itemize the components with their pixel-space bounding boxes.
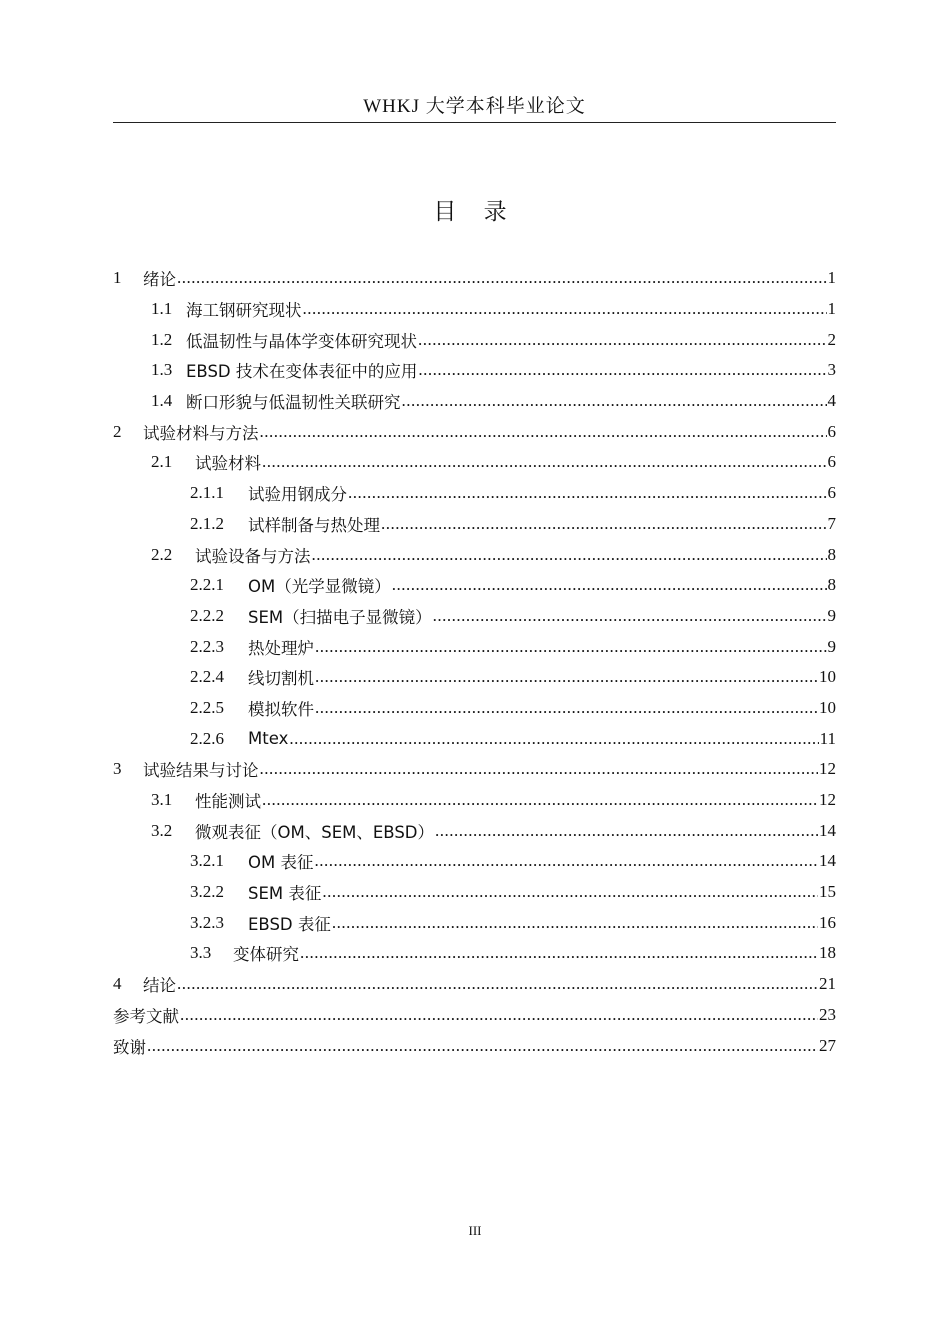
toc-entry-page: 4 [827,391,836,411]
toc-dot-leader [418,355,826,385]
toc-entry-number: 3.1 [151,790,173,810]
header-text: WHKJ 大学本科毕业论文 [363,96,586,117]
toc-entry-number: 2.2.2 [190,605,224,625]
toc-dot-leader [392,570,827,600]
toc-dot-leader [418,325,827,355]
toc-entry-page: 9 [827,605,836,625]
toc-entry-number: 1.3 [151,360,173,380]
toc-entry-number: 2.1.1 [190,483,224,503]
toc-entry-title: 试验材料与方法 [143,423,259,443]
toc-entry-page: 27 [819,1035,836,1055]
toc-dot-leader [147,1031,818,1061]
toc-entry-page: 1 [827,268,836,288]
toc-entry-page: 23 [819,1004,836,1024]
toc-entry-page: 21 [819,974,836,994]
toc-entry-page: 15 [819,882,836,902]
toc-entry-title: 试验设备与方法 [195,546,311,566]
toc-entry-page: 14 [819,820,836,840]
toc-entry-title: 参考文献 [113,1006,179,1026]
toc-dot-leader [177,969,818,999]
toc-dot-leader [381,509,827,539]
toc-entry-number: 3.2.1 [190,851,224,871]
toc-entry-title: EBSD 技术在变体表征中的应用 [186,362,418,382]
toc-entry[interactable] [113,509,836,540]
toc-entry[interactable] [113,416,836,447]
toc-entry-title: 试验结果与讨论 [143,761,259,781]
toc-entry-page: 7 [827,513,836,533]
toc-dot-leader [315,632,827,662]
toc-dot-leader [300,938,818,968]
toc-entry[interactable] [113,263,836,294]
toc-entry[interactable] [113,478,836,509]
toc-entry-title: 模拟软件 [248,699,314,719]
page-header [113,94,836,123]
toc-dot-leader [303,294,827,324]
toc-entry-number: 3.3 [190,943,212,963]
toc-entry-page: 11 [819,728,836,748]
toc-dot-leader [315,662,818,692]
toc-entry-page: 2 [827,329,836,349]
toc-entry[interactable] [113,877,836,908]
toc-entry-number: 3.2 [151,820,173,840]
toc-entry-number: 4 [113,974,122,994]
toc-entry-title: 低温韧性与晶体学变体研究现状 [186,331,417,351]
toc-entry-number: 2.2.4 [190,667,224,687]
toc-entry[interactable] [113,754,836,785]
table-of-contents [113,263,836,1061]
toc-entry-page: 8 [827,575,836,595]
toc-entry[interactable] [113,324,836,355]
toc-entry-number: 2.2.5 [190,697,224,717]
toc-entry-title: SEM 表征 [248,884,322,904]
toc-entry-title: Mtex [248,729,289,749]
toc-entry[interactable] [113,969,836,1000]
toc-entry-number: 2.2.1 [190,575,224,595]
toc-entry-page: 12 [819,759,836,779]
toc-entry-title: 断口形貌与低温韧性关联研究 [186,393,401,413]
toc-entry-title: 试验材料 [195,454,261,474]
toc-entry[interactable] [113,631,836,662]
toc-entry[interactable] [113,355,836,386]
toc-entry-page: 9 [827,636,836,656]
toc-dot-leader [314,846,818,876]
toc-entry-number: 3.2.3 [190,912,224,932]
toc-entry-number: 2.2.3 [190,636,224,656]
toc-entry-title: 线切割机 [248,669,314,689]
toc-entry-number: 2.2.6 [190,728,224,748]
toc-entry-title: 结论 [143,976,176,996]
toc-entry-page: 1 [827,299,836,319]
toc-entry-page: 6 [827,483,836,503]
page-number: III [468,1223,482,1238]
toc-entry[interactable] [113,447,836,478]
toc-entry-title: 绪论 [143,270,176,290]
toc-entry-number: 2.1.2 [190,513,224,533]
toc-entry-number: 2 [113,421,122,441]
toc-dot-leader [315,693,818,723]
toc-dot-leader [260,417,827,447]
toc-entry-title: 微观表征（OM、SEM、EBSD） [195,822,434,842]
toc-dot-leader [177,263,827,293]
toc-entry-number: 2.1 [151,452,173,472]
toc-entry-title: 性能测试 [195,792,261,812]
toc-entry-number: 1.2 [151,329,173,349]
toc-entry[interactable] [113,1000,836,1031]
toc-entry-title: SEM（扫描电子显微镜） [248,607,432,627]
toc-entry-number: 2.2 [151,544,173,564]
toc-entry-title: 试样制备与热处理 [248,515,380,535]
toc-entry[interactable] [113,601,836,632]
toc-dot-leader [260,754,819,784]
toc-entry-title: 变体研究 [233,945,299,965]
toc-entry-page: 16 [819,912,836,932]
toc-entry-title: OM（光学显微镜） [248,577,391,597]
toc-entry[interactable] [113,907,836,938]
toc-entry-title: EBSD 表征 [248,914,331,934]
toc-entry[interactable] [113,693,836,724]
toc-entry[interactable] [113,294,836,325]
toc-entry-page: 3 [827,360,836,380]
toc-dot-leader [322,877,818,907]
toc-entry-page: 6 [827,452,836,472]
toc-entry-page: 18 [819,943,836,963]
toc-entry[interactable] [113,785,836,816]
toc-entry[interactable] [113,662,836,693]
toc-entry-title: 海工钢研究现状 [186,301,302,321]
toc-entry[interactable] [113,938,836,969]
toc-title: 目 录 [433,199,517,225]
toc-entry-page: 12 [819,790,836,810]
toc-dot-leader [332,908,818,938]
toc-entry-page: 10 [819,697,836,717]
toc-entry[interactable] [113,1030,836,1061]
toc-entry-title: 热处理炉 [248,638,314,658]
toc-dot-leader [180,1000,818,1030]
toc-entry-number: 3 [113,759,122,779]
toc-dot-leader [262,785,818,815]
toc-entry-number: 1.4 [151,391,173,411]
toc-dot-leader [312,540,827,570]
toc-entry-number: 3.2.2 [190,882,224,902]
toc-dot-leader [289,724,818,754]
toc-entry[interactable] [113,815,836,846]
toc-entry[interactable] [113,539,836,570]
toc-entry[interactable] [113,723,836,754]
toc-entry-page: 14 [819,851,836,871]
toc-entry-title: 致谢 [113,1037,146,1057]
toc-dot-leader [348,478,827,508]
toc-dot-leader [433,601,827,631]
toc-dot-leader [262,447,827,477]
toc-entry-page: 6 [827,421,836,441]
toc-entry-title: 试验用钢成分 [248,485,347,505]
toc-entry-number: 1.1 [151,299,173,319]
toc-dot-leader [435,816,818,846]
toc-entry[interactable] [113,846,836,877]
toc-entry[interactable] [113,386,836,417]
toc-entry-page: 10 [819,667,836,687]
toc-entry-number: 1 [113,268,122,288]
toc-entry-title: OM 表征 [248,853,314,873]
toc-entry[interactable] [113,570,836,601]
toc-dot-leader [402,386,827,416]
toc-entry-page: 8 [827,544,836,564]
